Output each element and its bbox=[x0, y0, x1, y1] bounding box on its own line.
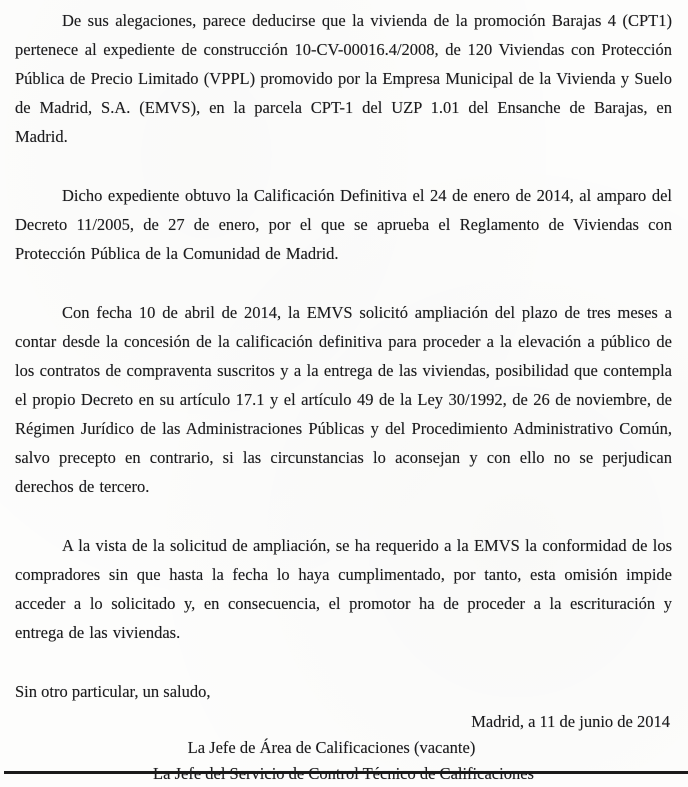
paragraph-solicitud-ampliacion: Con fecha 10 de abril de 2014, la EMVS solicitó ampliación del plazo de tres meses a contar desde la concesión de la calificación definitiva para proceder a la elevación a público de los contratos de compraventa suscritos y a la entrega de las viviendas, posibilidad que contempla el propio Decreto en su artículo 17.1 y el artículo 49 de la Ley 30/1992, de 26 de noviembre, de Régimen Jurídico de las Administraciones Públicas y del Procedimiento Administrativo Común, salvo precepto en contrario, si las circunstancias lo aconsejan y con ello no se perjudican derechos de tercero. bbox=[15, 303, 672, 496]
closing-salutation: Sin otro particular, un saludo, bbox=[15, 682, 211, 701]
signature-line-jefe-area: La Jefe de Área de Calificaciones (vacante) bbox=[187, 738, 476, 757]
paragraph-calificacion-definitiva: Dicho expediente obtuvo la Calificación Definitiva el 24 de enero de 2014, al amparo del Decreto 11/2005, de 27 de enero, por el que se aprueba el Reglamento de Viviendas con Protección Pública de la Comunidad de Madrid. bbox=[15, 186, 672, 263]
letter-body bbox=[15, 6, 672, 647]
paragraph-promocion-barajas: De sus alegaciones, parece deducirse que la vivienda de la promoción Barajas 4 (CPT1) pertenece al expediente de construcción 10-CV-00016.4/2008, de 120 Viviendas con Protección Pública de Precio Limitado (VPPL) promovido por la Empresa Municipal de la Vivienda y Suelo de Madrid, S.A. (EMVS), en la parcela CPT-1 del UZP 1.01 del Ensanche de Barajas, en Madrid. bbox=[15, 11, 672, 146]
signature-block bbox=[15, 735, 672, 787]
place-date-line: Madrid, a 11 de junio de 2014 bbox=[471, 712, 670, 731]
signature-line-jefe-servicio bbox=[15, 761, 672, 787]
paragraph-requerimiento-conformidad: A la vista de la solicitud de ampliación, se ha requerido a la EMVS la conformidad de los compradores sin que hasta la fecha lo haya cumplimentado, por tanto, esta omisión impide acceder a lo solicitado y, en consecuencia, el promotor ha de proceder a la escrituración y entrega de las viviendas. bbox=[15, 536, 672, 642]
